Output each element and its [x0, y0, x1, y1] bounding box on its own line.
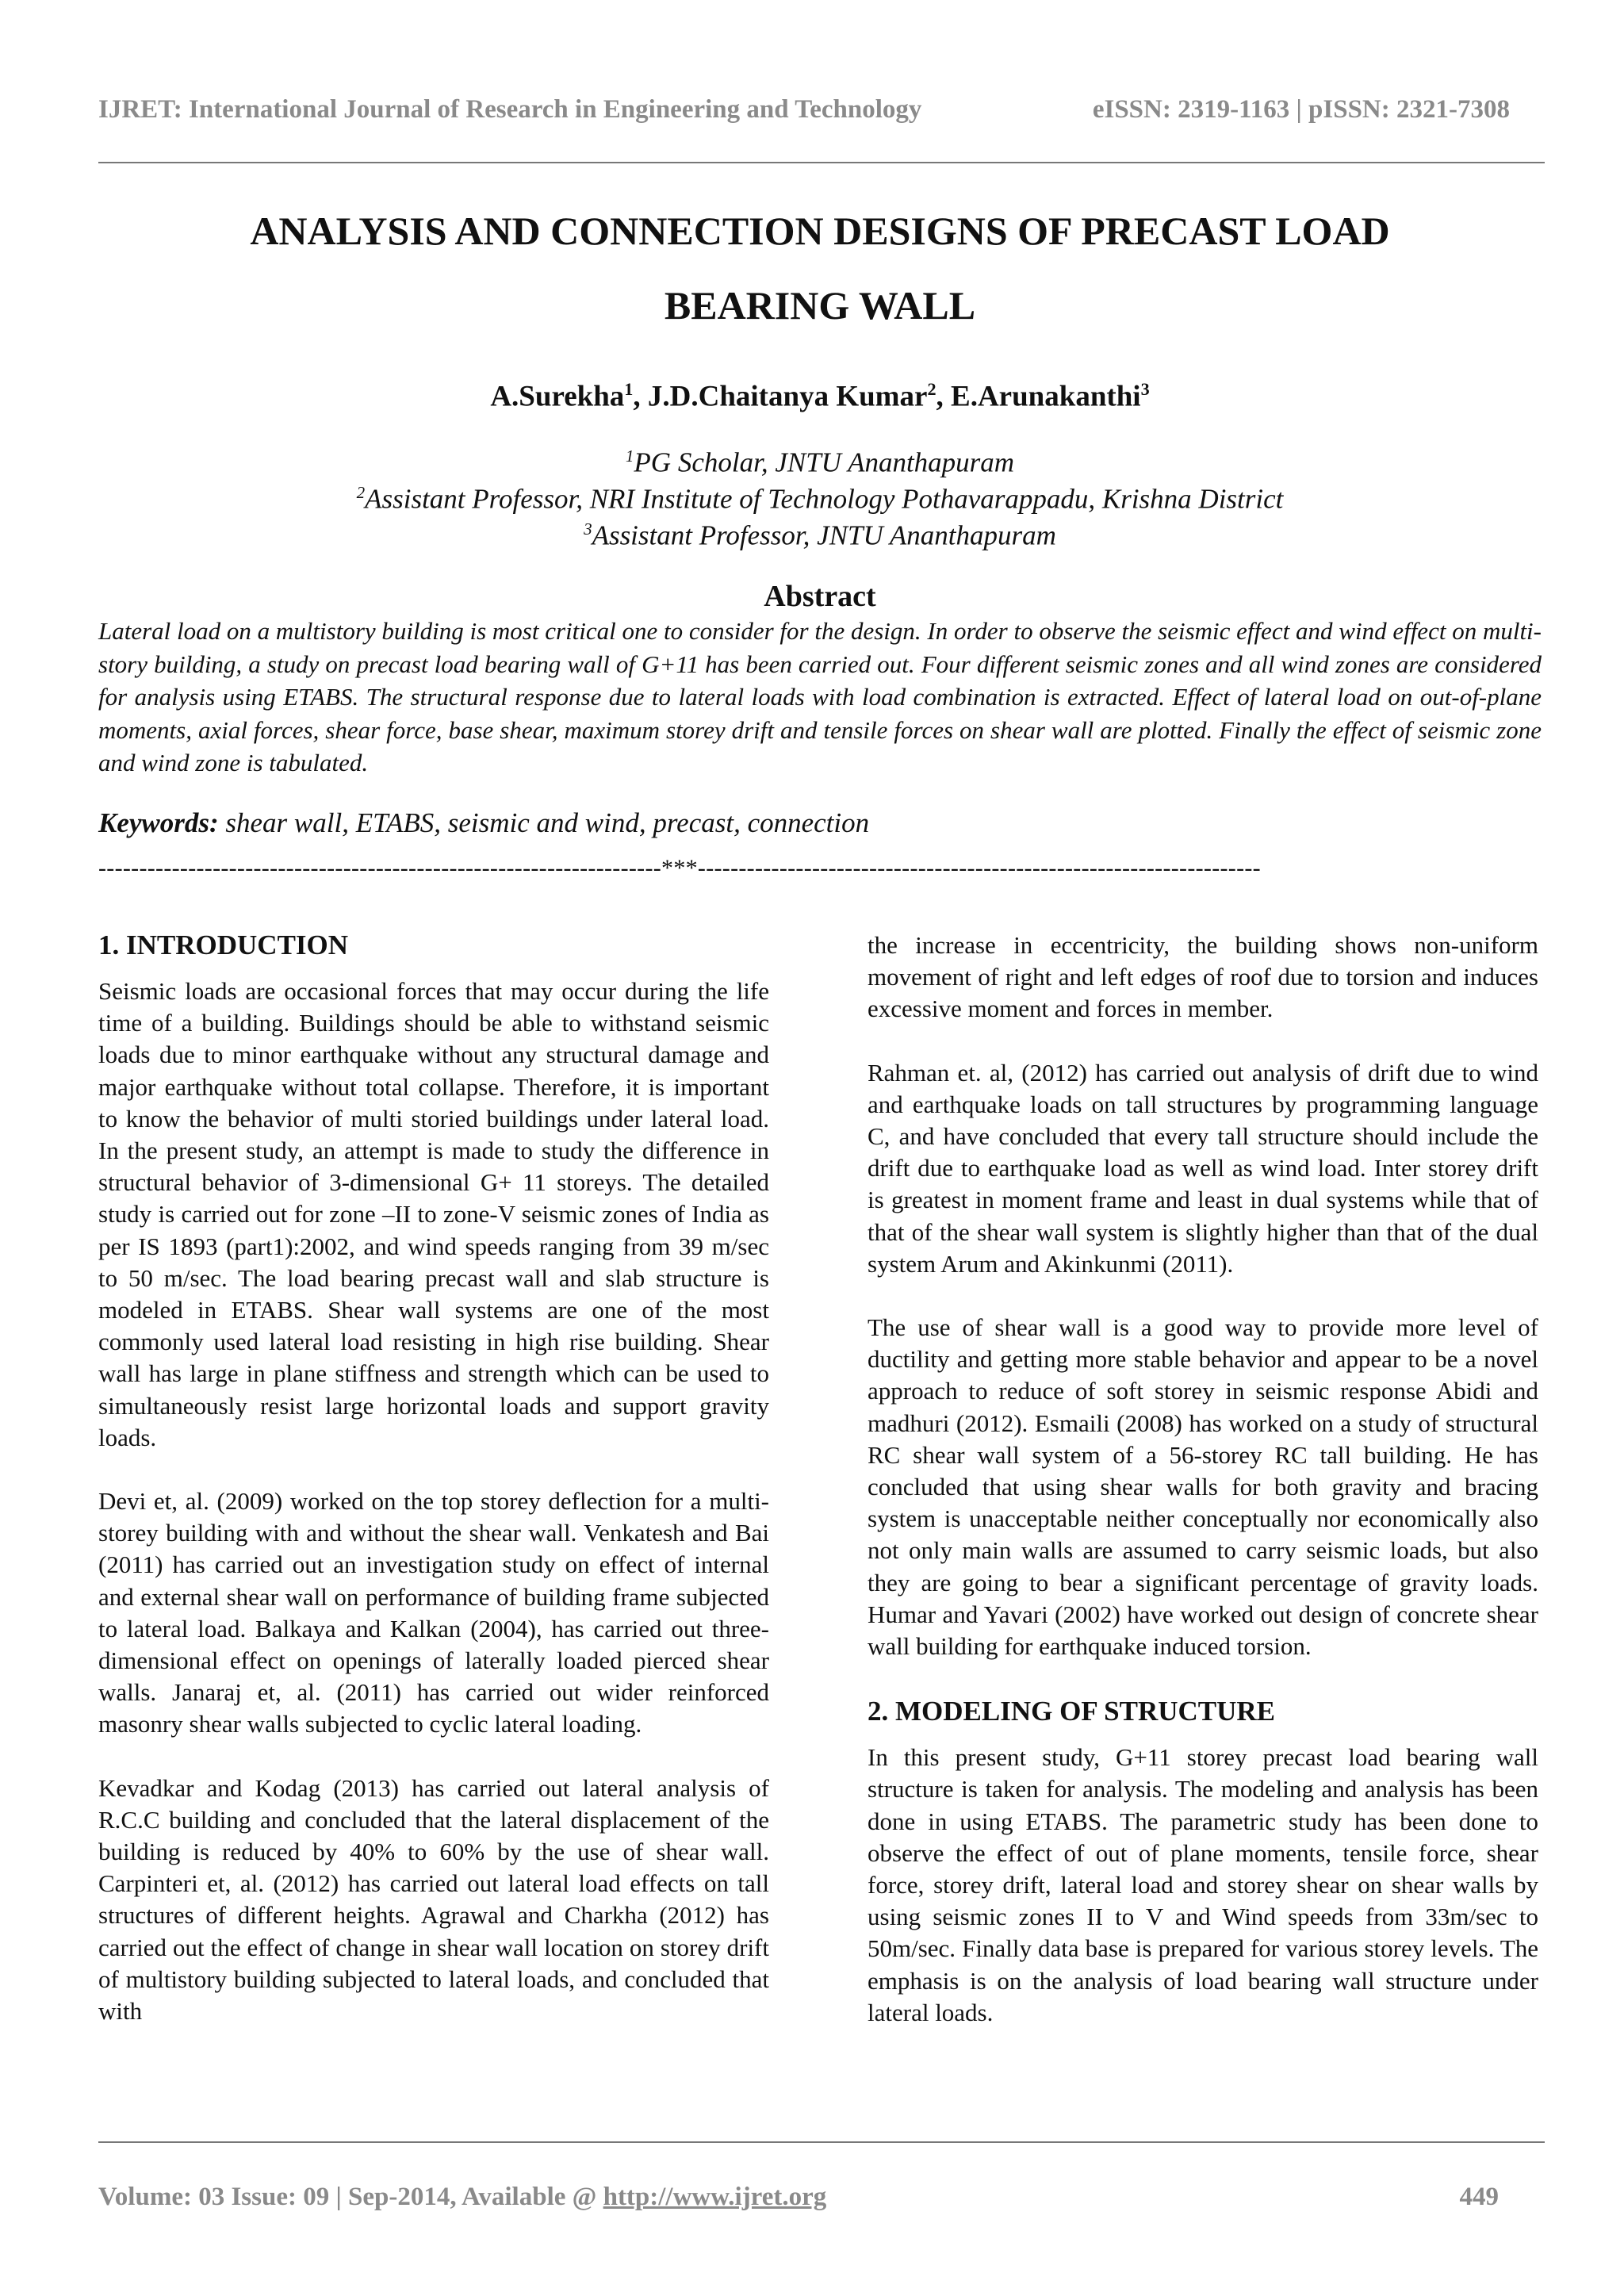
- author-name: J.D.Chaitanya Kumar: [647, 380, 928, 413]
- section-heading-modeling: 2. MODELING OF STRUCTURE: [868, 1696, 1276, 1727]
- footer-rule: [98, 2141, 1545, 2143]
- affiliation-sup: 3: [584, 519, 592, 539]
- paragraph: the increase in eccentricity, the building shows non-uniform movement of right and left edges of roof due to torsion and induces excessive moment and forces in member.: [868, 931, 1538, 1023]
- paragraph: Kevadkar and Kodag (2013) has carried out lateral analysis of R.C.C building and concluded that the lateral displacement of the building is reduced by 40% to 60% by the use of shear wall. Carpinteri et, al. (2012) has carried out lateral load effects on tall structures of different heights. Agrawal and Charkha (2012) has carried out the effect of change in shear wall location on storey drift of multistory building subjected to lateral loads, and concluded that with: [98, 1773, 769, 2026]
- volume-info: Volume: 03 Issue: 09 | Sep-2014, Available @: [98, 2183, 603, 2211]
- author-name: E.Arunakanthi: [951, 380, 1141, 413]
- keywords: [98, 807, 1542, 839]
- affiliation-sup: 2: [356, 483, 366, 502]
- paragraph: The use of shear wall is a good way to provide more level of ductility and getting more stable behavior and appear to be a novel approach to reduce of soft storey in seismic response Abidi and madhuri (2012). Esmaili (2008) has worked on a study of structural RC shear wall system of a 56-storey RC tall building. He has concluded that using shear walls for both gravity and bracing system is unacceptable neither conceptually nor economically also not only main walls are assumed to carry seismic loads, but also they are going to bear a significant percentage of gravity loads. Humar and Yavari (2002) have worked out design of concrete shear wall building for earthquake induced torsion.: [868, 1313, 1538, 1661]
- affiliation-text: Assistant Professor, JNTU Ananthapuram: [592, 519, 1056, 551]
- abstract-heading: Abstract: [764, 580, 876, 613]
- journal-link[interactable]: http://www.ijret.org: [603, 2183, 827, 2211]
- affiliation-text: PG Scholar, JNTU Ananthapuram: [634, 447, 1015, 478]
- footer-volume: [98, 2183, 826, 2212]
- left-column: [98, 928, 769, 2059]
- paragraph: Rahman et. al, (2012) has carried out analysis of drift due to wind and earthquake loads on tall structures by programming language C, and have concluded that every tall structure should include the drift due to earthquake load as well as wind load. Inter storey drift is greatest in moment frame and least in dual systems while that of that of the shear wall system is slightly higher than that of the dual system Arum and Akinkunmi (2011).: [868, 1058, 1538, 1278]
- abstract-text: Lateral load on a multistory building is most critical one to consider for the design. In order to observe the seismic effect and wind effect on multi-story building, a study on precast load bearing wall of G+11 has been carried out. Four different seismic zones and all wind zones are considered for analysis using ETABS. The structural response due to lateral loads with load combination is extracted. Effect of lateral load on out-of-plane moments, axial forces, shear force, base shear, maximum storey drift and tensile forces on shear wall are plotted. Finally the effect of seismic zone and wind zone is tabulated.: [98, 617, 1542, 776]
- affiliation-text: Assistant Professor, NRI Institute of Technology Pothavarappadu, Krishna District: [365, 483, 1284, 515]
- author-sup: 1: [624, 379, 634, 399]
- affiliation-sup: 1: [625, 447, 634, 466]
- section-heading-introduction: 1. INTRODUCTION: [98, 930, 349, 960]
- header-rule: [98, 162, 1545, 163]
- author-name: A.Surekha: [490, 380, 625, 413]
- paragraph: In this present study, G+11 storey precast load bearing wall structure is taken for analysis. The modeling and analysis has been done in using ETABS. The parametric study has been done to observe the effect of out of plane moments, tensile force, shear force, storey drift, lateral load and storey shear on shear walls by using seismic zones II to V and Wind speeds from 33m/sec to 50m/sec. Finally data base is prepared for various storey levels. The emphasis is on the analysis of load bearing wall structure under lateral loads.: [868, 1743, 1538, 2026]
- title-line-1: ANALYSIS AND CONNECTION DESIGNS OF PRECAST LOAD: [250, 209, 1390, 253]
- author-list: A.Surekha$^1$, J.D.Chaitanya Kumar$^2$, E.Arunakanthi$^3$: [490, 379, 1150, 413]
- paragraph: Devi et, al. (2009) worked on the top storey deflection for a multi-storey building with and without the shear wall. Venkatesh and Bai (2011) has carried out an investigation study on effect of internal and external shear wall on performance of building frame subjected to lateral load. Balkaya and Kalkan (2004), has carried out three-dimensional effect on openings of laterally loaded pierced shear walls. Janaraj et, al. (2011) has carried out wider reinforced masonry shear walls subjected to cyclic lateral loading.: [98, 1487, 769, 1738]
- author-sup: 2: [927, 379, 936, 399]
- affiliation: [98, 511, 1542, 554]
- paper-title: [98, 194, 1542, 343]
- issn-info: eISSN: 2319-1163 | pISSN: 2321-7308: [1092, 95, 1510, 124]
- author-sup: 3: [1140, 379, 1150, 399]
- paragraph: Seismic loads are occasional forces that may occur during the life time of a building. Buildings should be able to withstand seismic loads due to minor earthquake without any structural damage and major earthquake without total collapse. Therefore, it is important to know the behavior of multi storied buildings under lateral load. In the present study, an attempt is made to study the difference in structural behavior of 3-dimensional G+ 11 storeys. The detailed study is carried out for zone –II to zone-V seismic zones of India as per IS 1893 (part1):2002, and wind speeds ranging from 39 m/sec to 50 m/sec. The load bearing precast wall and slab structure is modeled in ETABS. Shear wall systems are one of the most commonly used lateral load resisting in high rise building. Shear wall has large in plane stiffness and strength which can be used to simultaneously resist large horizontal loads and support gravity loads.: [98, 977, 769, 1451]
- title-line-2: BEARING WALL: [664, 283, 976, 328]
- keywords-text: shear wall, ETABS, seismic and wind, precast, connection: [218, 807, 870, 838]
- journal-name: IJRET: International Journal of Research in Engineering and Technology: [98, 95, 922, 124]
- right-column: [868, 930, 1538, 2060]
- keywords-label: Keywords:: [98, 807, 219, 838]
- page-number: 449: [1459, 2183, 1499, 2211]
- section-divider: ---------------------------------------------------------------------***---------------------------------------------------------------------: [98, 855, 1261, 881]
